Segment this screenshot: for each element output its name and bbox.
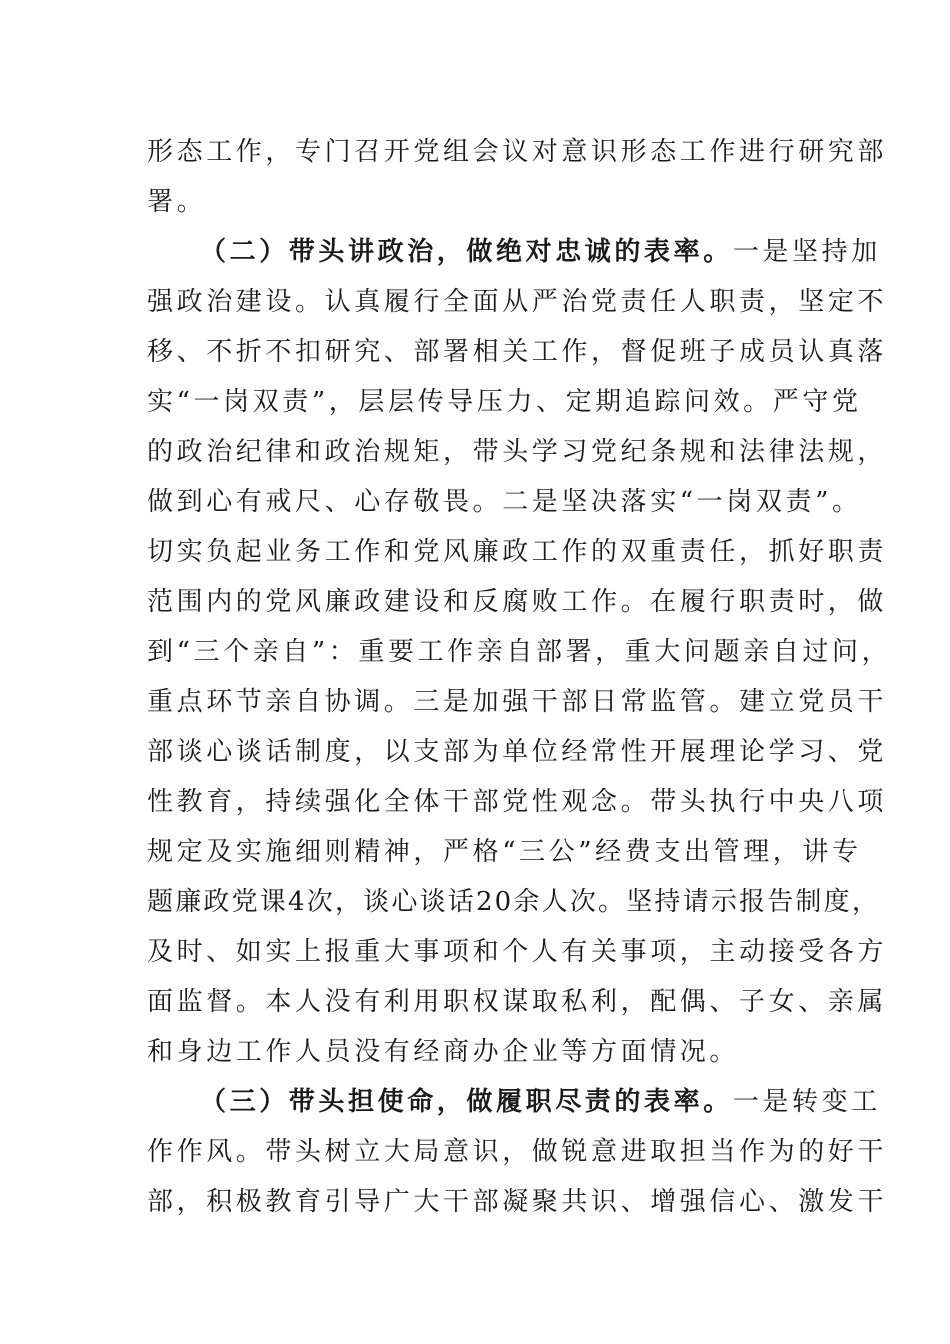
section-heading: （三）带头担使命，做履职尽责的表率。 [200, 1087, 733, 1117]
paragraph-line: 到“三个亲自”：重要工作亲自部署，重大问题亲自过问， [147, 637, 892, 667]
paragraph-line: 性教育，持续强化全体干部党性观念。带头执行中央八项 [147, 787, 888, 817]
paragraph-line: 规定及实施细则精神，严格“三公”经费支出管理，讲专 [147, 837, 862, 867]
section-heading: （二）带头讲政治，做绝对忠诚的表率。 [200, 237, 733, 267]
paragraph-line: 强政治建设。认真履行全面从严治党责任人职责，坚定不 [147, 287, 888, 317]
paragraph-line: 部，积极教育引导广大干部凝聚共识、增强信心、激发干 [147, 1187, 888, 1217]
paragraph-line: 移、不折不扣研究、部署相关工作，督促班子成员认真落 [147, 337, 888, 367]
paragraph-line: 面监督。本人没有利用职权谋取私利，配偶、子女、亲属 [147, 987, 888, 1017]
paragraph-line: 做到心有戒尺、心存敬畏。二是坚决落实“一岗双责”。 [147, 487, 862, 517]
paragraph-line: 题廉政党课4次，谈心谈话20余人次。坚持请示报告制度， [147, 887, 881, 917]
paragraph-line: 作作风。带头树立大局意识，做锐意进取担当作为的好干 [147, 1137, 888, 1167]
paragraph-line: 的政治纪律和政治规矩，带头学习党纪条规和法律法规， [147, 437, 888, 467]
paragraph-line: 署。 [147, 187, 207, 217]
paragraph-line: 及时、如实上报重大事项和个人有关事项，主动接受各方 [147, 937, 888, 967]
paragraph-line: 范围内的党风廉政建设和反腐败工作。在履行职责时，做 [147, 587, 888, 617]
paragraph-line: 和身边工作人员没有经商办企业等方面情况。 [147, 1037, 740, 1067]
paragraph-line: 形态工作，专门召开党组会议对意识形态工作进行研究部 [147, 137, 888, 167]
paragraph-line: 实“一岗双责”，层层传导压力、定期追踪问效。严守党 [147, 387, 862, 417]
section-heading-line: （二）带头讲政治，做绝对忠诚的表率。一是坚持加 [200, 237, 881, 267]
paragraph-line: 部谈心谈话制度，以支部为单位经常性开展理论学习、党 [147, 737, 888, 767]
paragraph-line: 切实负起业务工作和党风廉政工作的双重责任，抓好职责 [147, 537, 888, 567]
section-heading-line: （三）带头担使命，做履职尽责的表率。一是转变工 [200, 1087, 881, 1117]
paragraph-line: 重点环节亲自协调。三是加强干部日常监管。建立党员干 [147, 687, 888, 717]
